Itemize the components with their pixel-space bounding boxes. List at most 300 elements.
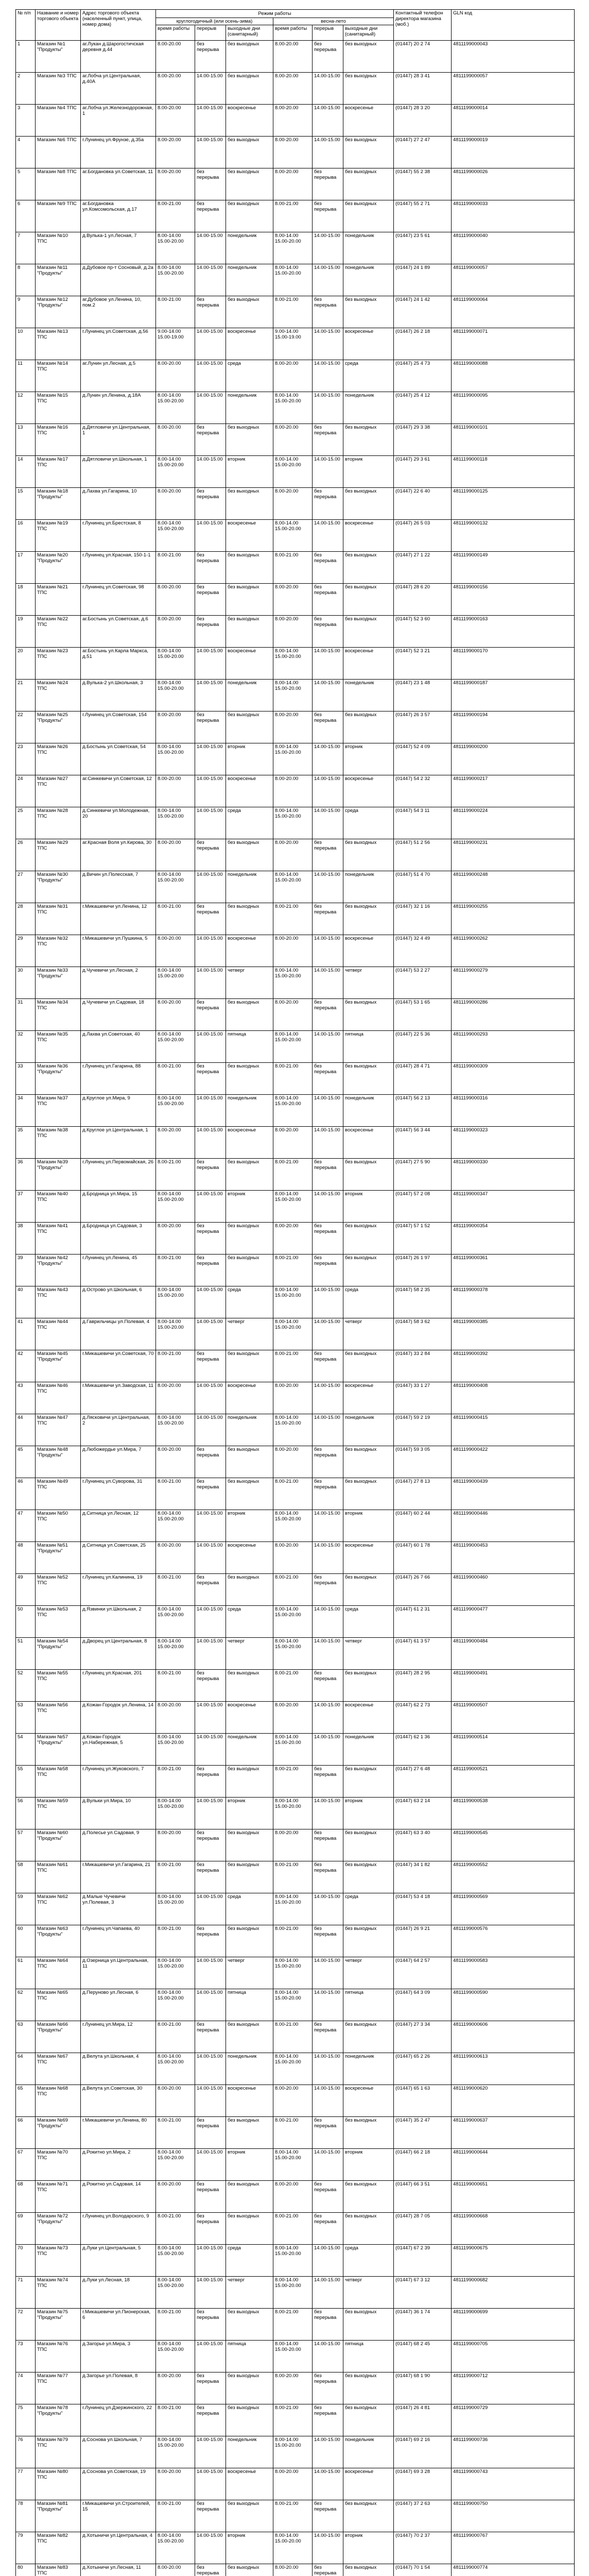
- table-row: [16, 1957, 575, 1989]
- days-off-spring: воскресенье: [343, 105, 394, 137]
- store-name: Магазин №25 "Продукты": [36, 711, 81, 743]
- contact-phone: (01447) 59 3 05: [394, 1446, 452, 1478]
- break-time: без перерыва: [195, 616, 226, 648]
- row-num: 33: [16, 1063, 36, 1095]
- store-name: Магазин №76 ТПС: [36, 2341, 81, 2372]
- days-off-spring: понедельник: [343, 392, 394, 424]
- days-off: без выходных: [226, 1925, 273, 1957]
- store-address: д.Чучевичи ул.Лесная, 2: [81, 967, 156, 999]
- gln-code: 4811199000392: [452, 1350, 575, 1382]
- work-time-spring: 8.00-20.00: [273, 2468, 313, 2500]
- gln-code: 4811199000606: [452, 2021, 575, 2053]
- gln-code: 4811199000477: [452, 1606, 575, 1638]
- contact-phone: (01447) 56 3 44: [394, 1127, 452, 1159]
- contact-phone: (01447) 53 1 65: [394, 999, 452, 1031]
- work-time-spring: 8.00-20.00: [273, 839, 313, 871]
- work-time: 8.00-20.00: [156, 1223, 195, 1255]
- contact-phone: (01447) 62 2 73: [394, 1702, 452, 1734]
- store-name: Магазин №73 ТПС: [36, 2245, 81, 2277]
- days-off-spring: без выходных: [343, 41, 394, 73]
- store-address: аг.Богдановка ул.Советская, 11: [81, 168, 156, 200]
- days-off: воскресенье: [226, 2085, 273, 2117]
- store-name: Магазин №12 "Продукты": [36, 296, 81, 328]
- break-time: без перерыва: [195, 1350, 226, 1382]
- work-time-spring: 8.00-14.00 15.00-20.00: [273, 1893, 313, 1925]
- store-name: Магазин №64 ТПС: [36, 1957, 81, 1989]
- days-off: понедельник: [226, 1734, 273, 1766]
- work-time-spring: 8.00-21.00: [273, 296, 313, 328]
- store-address: г.Лунинец ул.Советская, д.56: [81, 328, 156, 360]
- work-time-spring: 8.00-20.00: [273, 2085, 313, 2117]
- table-row: [16, 168, 575, 200]
- table-row: [16, 2085, 575, 2117]
- contact-phone: (01447) 64 2 57: [394, 1957, 452, 1989]
- row-num: 25: [16, 807, 36, 839]
- gln-code: 4811199000057: [452, 264, 575, 296]
- work-time-spring: 8.00-20.00: [273, 41, 313, 73]
- days-off: без выходных: [226, 73, 273, 105]
- store-address: д.Вульки ул.Мира, 10: [81, 1798, 156, 1829]
- days-off-spring: среда: [343, 360, 394, 392]
- break-time: 14.00-15.00: [195, 648, 226, 680]
- days-off-spring: четверг: [343, 1318, 394, 1350]
- break-time: 14.00-15.00: [195, 1798, 226, 1829]
- store-address: аг.Лобча ул.Центральная, д.40А: [81, 73, 156, 105]
- days-off: четверг: [226, 1638, 273, 1670]
- days-off-spring: без выходных: [343, 1861, 394, 1893]
- days-off-spring: понедельник: [343, 1734, 394, 1766]
- break-time-spring: 14.00-15.00: [313, 967, 343, 999]
- days-off-spring: без выходных: [343, 584, 394, 616]
- break-time: 14.00-15.00: [195, 264, 226, 296]
- work-time: 8.00-14.00 15.00-20.00: [156, 2245, 195, 2277]
- work-time-spring: 8.00-20.00: [273, 1446, 313, 1478]
- days-off: без выходных: [226, 2213, 273, 2245]
- gln-code: 4811199000354: [452, 1223, 575, 1255]
- row-num: 13: [16, 424, 36, 456]
- row-num: 22: [16, 711, 36, 743]
- table-row: [16, 2468, 575, 2500]
- break-time: без перерыва: [195, 200, 226, 232]
- store-name: Магазин №13 ТПС: [36, 328, 81, 360]
- row-num: 76: [16, 2436, 36, 2468]
- contact-phone: (01447) 67 2 39: [394, 2245, 452, 2277]
- row-num: 16: [16, 520, 36, 552]
- work-time-spring: 8.00-20.00: [273, 775, 313, 807]
- break-time-spring: без перерыва: [313, 1829, 343, 1861]
- table-row: [16, 1766, 575, 1798]
- break-time-spring: без перерыва: [313, 2213, 343, 2245]
- break-time-spring: без перерыва: [313, 1478, 343, 1510]
- table-row: [16, 1606, 575, 1638]
- work-time-spring: 8.00-14.00 15.00-20.00: [273, 2436, 313, 2468]
- work-time: 8.00-14.00 15.00-20.00: [156, 648, 195, 680]
- contact-phone: (01447) 27 6 48: [394, 1766, 452, 1798]
- gln-code: 4811199000637: [452, 2117, 575, 2149]
- days-off: без выходных: [226, 168, 273, 200]
- store-address: д.Вичин ул.Полесская, 7: [81, 871, 156, 903]
- gln-code: 4811199000750: [452, 2500, 575, 2532]
- work-time-spring: 9.00-14.00 15.00-19.00: [273, 328, 313, 360]
- table-row: [16, 1861, 575, 1893]
- store-address: аг.Бостынь ул.Советская, д.6: [81, 616, 156, 648]
- break-time: 14.00-15.00: [195, 2436, 226, 2468]
- work-time-spring: 8.00-14.00 15.00-20.00: [273, 2149, 313, 2181]
- work-time: 8.00-21.00: [156, 2500, 195, 2532]
- contact-phone: (01447) 25 4 73: [394, 360, 452, 392]
- row-num: 74: [16, 2372, 36, 2404]
- gln-code: 4811199000014: [452, 105, 575, 137]
- row-num: 29: [16, 935, 36, 967]
- work-time: 8.00-20.00: [156, 41, 195, 73]
- store-address: д.Полесье ул.Садовая, 9: [81, 1829, 156, 1861]
- store-address: г.Лунинец ул.Жуковского, 7: [81, 1766, 156, 1798]
- gln-code: 4811199000347: [452, 1191, 575, 1223]
- gln-code: 4811199000415: [452, 1414, 575, 1446]
- break-time: 14.00-15.00: [195, 1606, 226, 1638]
- days-off: вторник: [226, 456, 273, 488]
- store-address: г.Лунинец ул.Дзержинского, 22: [81, 2404, 156, 2436]
- row-num: 5: [16, 168, 36, 200]
- work-time-spring: 8.00-14.00 15.00-20.00: [273, 1318, 313, 1350]
- break-time-spring: 14.00-15.00: [313, 2053, 343, 2085]
- days-off: без выходных: [226, 1829, 273, 1861]
- days-off: без выходных: [226, 1861, 273, 1893]
- table-row: [16, 1255, 575, 1286]
- table-row: [16, 73, 575, 105]
- break-time-spring: 14.00-15.00: [313, 328, 343, 360]
- table-row: [16, 1446, 575, 1478]
- store-name: Магазин №27 ТПС: [36, 775, 81, 807]
- days-off-spring: пятница: [343, 1031, 394, 1063]
- gln-code: 4811199000422: [452, 1446, 575, 1478]
- store-address: д.Острово ул.Школьная, 6: [81, 1286, 156, 1318]
- days-off-spring: пятница: [343, 2341, 394, 2372]
- break-time: 14.00-15.00: [195, 1638, 226, 1670]
- work-time: 8.00-20.00: [156, 839, 195, 871]
- break-time: 14.00-15.00: [195, 456, 226, 488]
- days-off: воскресенье: [226, 935, 273, 967]
- days-off: пятница: [226, 1031, 273, 1063]
- break-time: 14.00-15.00: [195, 360, 226, 392]
- gln-code: 4811199000552: [452, 1861, 575, 1893]
- contact-phone: (01447) 36 1 74: [394, 2309, 452, 2341]
- break-time: без перерыва: [195, 168, 226, 200]
- work-time: 8.00-20.00: [156, 168, 195, 200]
- store-name: Магазин №48 "Продукты": [36, 1446, 81, 1478]
- break-time: без перерыва: [195, 296, 226, 328]
- store-address: г.Микашевичи ул.Пионерская, 6: [81, 2309, 156, 2341]
- work-time-spring: 8.00-21.00: [273, 1766, 313, 1798]
- contact-phone: (01447) 58 3 62: [394, 1318, 452, 1350]
- table-row: [16, 903, 575, 935]
- days-off: среда: [226, 1606, 273, 1638]
- days-off-spring: без выходных: [343, 424, 394, 456]
- break-time-spring: без перерыва: [313, 839, 343, 871]
- work-time: 8.00-14.00 15.00-20.00: [156, 871, 195, 903]
- row-num: 3: [16, 105, 36, 137]
- break-time-spring: 14.00-15.00: [313, 1702, 343, 1734]
- store-address: г.Лунинец ул.Фрунзе, д.35а: [81, 137, 156, 168]
- work-time-spring: 8.00-14.00 15.00-20.00: [273, 1989, 313, 2021]
- break-time: без перерыва: [195, 2564, 226, 2576]
- days-off-spring: вторник: [343, 1798, 394, 1829]
- gln-code: 4811199000043: [452, 41, 575, 73]
- gln-code: 4811199000040: [452, 232, 575, 264]
- row-num: 30: [16, 967, 36, 999]
- days-off: без выходных: [226, 1478, 273, 1510]
- break-time-spring: без перерыва: [313, 2404, 343, 2436]
- days-off-spring: без выходных: [343, 2021, 394, 2053]
- store-name: Магазин №37 ТПС: [36, 1095, 81, 1127]
- table-row: [16, 616, 575, 648]
- store-name: Магазин №58 ТПС: [36, 1766, 81, 1798]
- store-address: д.Вулька-2 ул.Школьная, 3: [81, 680, 156, 711]
- row-num: 36: [16, 1159, 36, 1191]
- break-time-spring: без перерыва: [313, 2372, 343, 2404]
- table-row: [16, 1350, 575, 1382]
- days-off-spring: без выходных: [343, 2404, 394, 2436]
- work-time-spring: 8.00-14.00 15.00-20.00: [273, 1095, 313, 1127]
- work-time: 8.00-14.00 15.00-20.00: [156, 807, 195, 839]
- days-off: воскресенье: [226, 1542, 273, 1574]
- work-time: 8.00-21.00: [156, 2117, 195, 2149]
- break-time-spring: без перерыва: [313, 1350, 343, 1382]
- row-num: 69: [16, 2213, 36, 2245]
- days-off-spring: вторник: [343, 2532, 394, 2564]
- store-address: аг.Богдановка ул.Комсомольская, д.17: [81, 200, 156, 232]
- break-time: 14.00-15.00: [195, 1318, 226, 1350]
- table-row: [16, 520, 575, 552]
- table-row: [16, 1159, 575, 1191]
- break-time-spring: 14.00-15.00: [313, 648, 343, 680]
- store-address: д.Дятловичи ул.Центральная, 1: [81, 424, 156, 456]
- work-time: 8.00-14.00 15.00-20.00: [156, 1414, 195, 1446]
- days-off-spring: без выходных: [343, 1223, 394, 1255]
- store-name: Магазин №63 "Продукты": [36, 1925, 81, 1957]
- store-address: аг.Лунин ул.Лесная, д.5: [81, 360, 156, 392]
- store-name: Магазин №60 "Продукты": [36, 1829, 81, 1861]
- contact-phone: (01447) 27 5 90: [394, 1159, 452, 1191]
- table-row: [16, 488, 575, 520]
- break-time-spring: 14.00-15.00: [313, 1734, 343, 1766]
- days-off-spring: среда: [343, 807, 394, 839]
- days-off-spring: понедельник: [343, 871, 394, 903]
- contact-phone: (01447) 24 1 42: [394, 296, 452, 328]
- work-time-spring: 8.00-20.00: [273, 616, 313, 648]
- store-name: Магазин №15 ТПС: [36, 392, 81, 424]
- break-time: 14.00-15.00: [195, 1286, 226, 1318]
- table-row: [16, 264, 575, 296]
- contact-phone: (01447) 63 2 14: [394, 1798, 452, 1829]
- store-name: Магазин №39 "Продукты": [36, 1159, 81, 1191]
- work-time-spring: 8.00-21.00: [273, 903, 313, 935]
- table-row: [16, 2436, 575, 2468]
- row-num: 48: [16, 1542, 36, 1574]
- work-time-spring: 8.00-20.00: [273, 999, 313, 1031]
- work-time-spring: 8.00-20.00: [273, 2372, 313, 2404]
- break-time-spring: без перерыва: [313, 424, 343, 456]
- break-time-spring: без перерыва: [313, 41, 343, 73]
- break-time: 14.00-15.00: [195, 2277, 226, 2309]
- store-address: г.Лунинец ул.Мира, 12: [81, 2021, 156, 2053]
- header-gln: GLN код: [452, 10, 575, 41]
- row-num: 6: [16, 200, 36, 232]
- days-off-spring: воскресенье: [343, 775, 394, 807]
- work-time: 8.00-14.00 15.00-20.00: [156, 1191, 195, 1223]
- days-off-spring: без выходных: [343, 1766, 394, 1798]
- work-time: 8.00-21.00: [156, 1670, 195, 1702]
- store-address: г.Лунинец ул.Калинина, 19: [81, 1574, 156, 1606]
- break-time-spring: без перерыва: [313, 296, 343, 328]
- table-row: [16, 2181, 575, 2213]
- break-time: без перерыва: [195, 1223, 226, 1255]
- break-time: без перерыва: [195, 1063, 226, 1095]
- store-address: д.Рокитно ул.Садовая, 14: [81, 2181, 156, 2213]
- store-name: Магазин №21 ТПС: [36, 584, 81, 616]
- store-name: Магазин №65 ТПС: [36, 1989, 81, 2021]
- store-name: Магазин №61 ТПС: [36, 1861, 81, 1893]
- store-name: Магазин №70 ТПС: [36, 2149, 81, 2181]
- store-address: д.Бостынь ул.Советская, 54: [81, 743, 156, 775]
- break-time: 14.00-15.00: [195, 680, 226, 711]
- break-time-spring: без перерыва: [313, 2117, 343, 2149]
- break-time: 14.00-15.00: [195, 1127, 226, 1159]
- store-address: д.Лясковичи ул.Центральная, 2: [81, 1414, 156, 1446]
- days-off-spring: воскресенье: [343, 2085, 394, 2117]
- store-address: д.Кожан-Городок ул.Ленина, 14: [81, 1702, 156, 1734]
- work-time: 8.00-21.00: [156, 2021, 195, 2053]
- days-off-spring: без выходных: [343, 711, 394, 743]
- row-num: 59: [16, 1893, 36, 1925]
- row-num: 42: [16, 1350, 36, 1382]
- break-time-spring: 14.00-15.00: [313, 520, 343, 552]
- store-name: Магазин №18 "Продукты": [36, 488, 81, 520]
- break-time-spring: 14.00-15.00: [313, 137, 343, 168]
- break-time-spring: 14.00-15.00: [313, 775, 343, 807]
- store-address: г.Лунинец ул.Гагарина, 88: [81, 1063, 156, 1095]
- row-num: 77: [16, 2468, 36, 2500]
- contact-phone: (01447) 70 1 54: [394, 2564, 452, 2576]
- break-time: без перерыва: [195, 1159, 226, 1191]
- break-time-spring: 14.00-15.00: [313, 2468, 343, 2500]
- days-off: без выходных: [226, 200, 273, 232]
- days-off: понедельник: [226, 680, 273, 711]
- break-time-spring: 14.00-15.00: [313, 456, 343, 488]
- work-time-spring: 8.00-14.00 15.00-20.00: [273, 520, 313, 552]
- store-name: Магазин №75 "Продукты": [36, 2309, 81, 2341]
- break-time-spring: 14.00-15.00: [313, 105, 343, 137]
- work-time-spring: 8.00-20.00: [273, 168, 313, 200]
- days-off: четверг: [226, 967, 273, 999]
- break-time-spring: без перерыва: [313, 2309, 343, 2341]
- store-address: аг.Лобча ул.Железнодорожная, 1: [81, 105, 156, 137]
- work-time-spring: 8.00-21.00: [273, 2117, 313, 2149]
- break-time: без перерыва: [195, 839, 226, 871]
- store-address: д.Любожердье ул.Мира, 7: [81, 1446, 156, 1478]
- break-time-spring: 14.00-15.00: [313, 807, 343, 839]
- break-time: 14.00-15.00: [195, 2053, 226, 2085]
- gln-code: 4811199000583: [452, 1957, 575, 1989]
- table-row: [16, 456, 575, 488]
- break-time: 14.00-15.00: [195, 1542, 226, 1574]
- table-row: [16, 296, 575, 328]
- break-time: 14.00-15.00: [195, 2532, 226, 2564]
- break-time-spring: без перерыва: [313, 616, 343, 648]
- store-name: Магазин №79 ТПС: [36, 2436, 81, 2468]
- work-time: 8.00-20.00: [156, 999, 195, 1031]
- contact-phone: (01447) 66 2 18: [394, 2149, 452, 2181]
- row-num: 50: [16, 1606, 36, 1638]
- break-time-spring: 14.00-15.00: [313, 1510, 343, 1542]
- gln-code: 4811199000576: [452, 1925, 575, 1957]
- break-time: 14.00-15.00: [195, 105, 226, 137]
- break-time-spring: 14.00-15.00: [313, 2436, 343, 2468]
- work-time: 8.00-14.00 15.00-20.00: [156, 1095, 195, 1127]
- store-name: Магазин №40 ТПС: [36, 1191, 81, 1223]
- work-time: 8.00-14.00 15.00-20.00: [156, 1989, 195, 2021]
- break-time-spring: 14.00-15.00: [313, 1957, 343, 1989]
- gln-code: 4811199000507: [452, 1702, 575, 1734]
- row-num: 73: [16, 2341, 36, 2372]
- store-name: Магазин №44 ТПС: [36, 1318, 81, 1350]
- store-name: Магазин №20 "Продукты": [36, 552, 81, 584]
- days-off: среда: [226, 807, 273, 839]
- break-time: без перерыва: [195, 1255, 226, 1286]
- work-time-spring: 8.00-14.00 15.00-20.00: [273, 1414, 313, 1446]
- contact-phone: (01447) 35 2 47: [394, 2117, 452, 2149]
- store-name: Магазин №57 "Продукты": [36, 1734, 81, 1766]
- work-time: 8.00-21.00: [156, 1766, 195, 1798]
- work-time: 8.00-21.00: [156, 1255, 195, 1286]
- days-off-spring: воскресенье: [343, 520, 394, 552]
- days-off-spring: без выходных: [343, 2564, 394, 2576]
- work-time: 8.00-21.00: [156, 1478, 195, 1510]
- days-off: без выходных: [226, 1350, 273, 1382]
- row-num: 57: [16, 1829, 36, 1861]
- gln-code: 4811199000736: [452, 2436, 575, 2468]
- break-time: без перерыва: [195, 2404, 226, 2436]
- days-off-spring: среда: [343, 2245, 394, 2277]
- contact-phone: (01447) 32 4 49: [394, 935, 452, 967]
- store-name: Магазин №72 "Продукты": [36, 2213, 81, 2245]
- store-name: Магазин №46 ТПС: [36, 1382, 81, 1414]
- row-num: 12: [16, 392, 36, 424]
- gln-code: 4811199000385: [452, 1318, 575, 1350]
- work-time: 8.00-14.00 15.00-20.00: [156, 1606, 195, 1638]
- days-off-spring: вторник: [343, 1191, 394, 1223]
- gln-code: 4811199000590: [452, 1989, 575, 2021]
- work-time: 8.00-14.00 15.00-20.00: [156, 264, 195, 296]
- row-num: 46: [16, 1478, 36, 1510]
- work-time-spring: 8.00-14.00 15.00-20.00: [273, 967, 313, 999]
- work-time-spring: 8.00-21.00: [273, 1861, 313, 1893]
- row-num: 43: [16, 1382, 36, 1414]
- store-address: д.Ситница ул.Лесная, 12: [81, 1510, 156, 1542]
- row-num: 80: [16, 2564, 36, 2576]
- gln-code: 4811199000019: [452, 137, 575, 168]
- store-address: г.Лунинец ул.Ленина, 45: [81, 1255, 156, 1286]
- work-time: 8.00-21.00: [156, 200, 195, 232]
- break-time: без перерыва: [195, 2117, 226, 2149]
- row-num: 10: [16, 328, 36, 360]
- days-off: понедельник: [226, 2436, 273, 2468]
- work-time-spring: 8.00-20.00: [273, 1702, 313, 1734]
- gln-code: 4811199000569: [452, 1893, 575, 1925]
- break-time: без перерыва: [195, 424, 226, 456]
- gln-code: 4811199000460: [452, 1574, 575, 1606]
- contact-phone: (01447) 28 7 05: [394, 2213, 452, 2245]
